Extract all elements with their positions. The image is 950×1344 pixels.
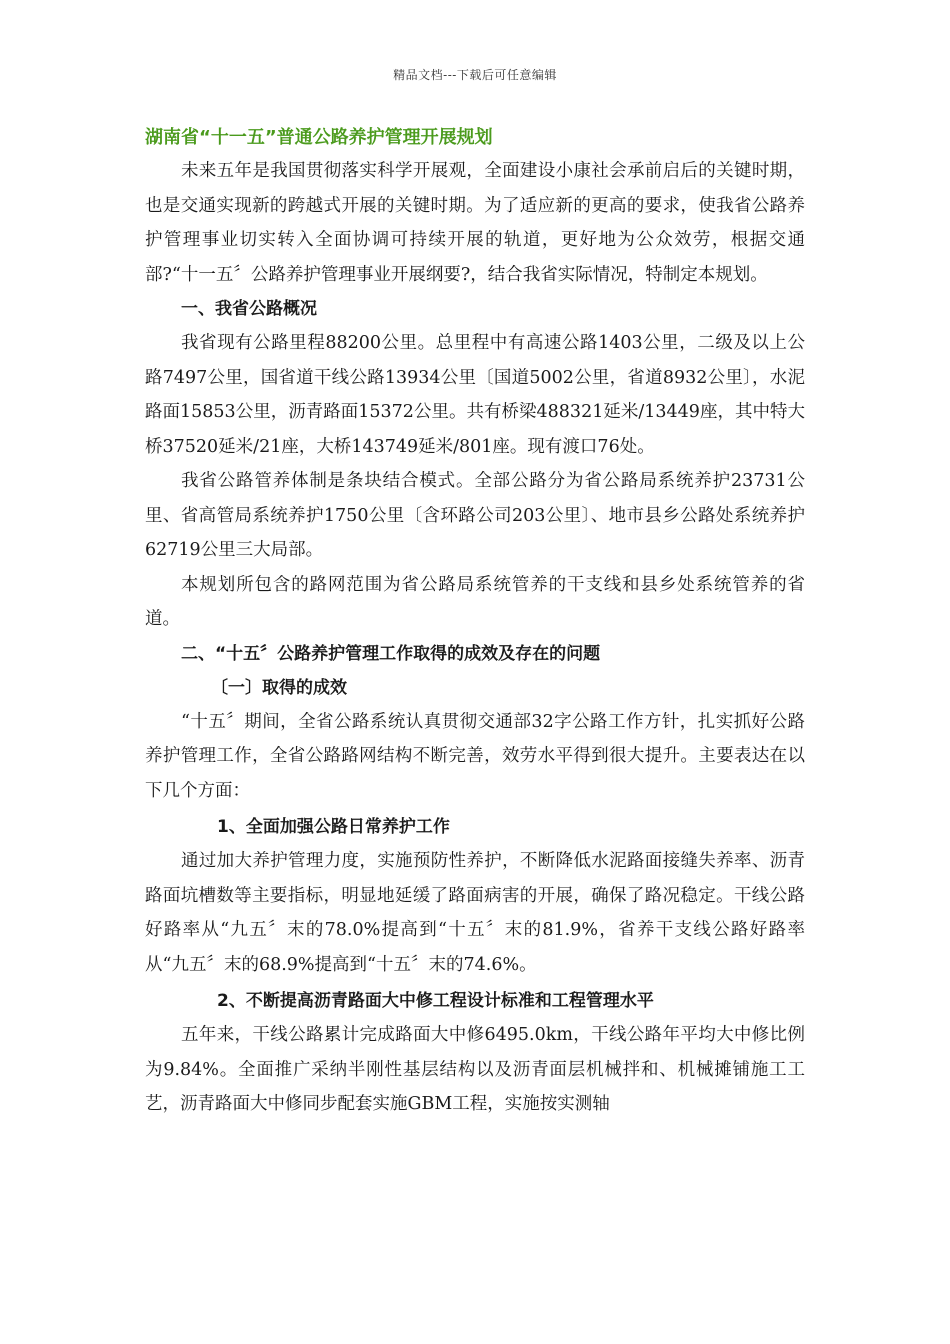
item-1-heading: 1、全面加强公路日常养护工作 — [217, 817, 450, 837]
document-body — [145, 122, 805, 1122]
item-2-heading: 2、不断提高沥青路面大中修工程设计标准和工程管理水平 — [217, 991, 654, 1011]
section-2-heading: 二、“十五〞公路养护管理工作取得的成效及存在的问题 — [181, 643, 601, 664]
section-1-paragraph-1: 我省现有公路里程88200公里。总里程中有高速公路1403公里，二级及以上公路7497公里，国省道干线公路13934公里〔国道5002公里，省道8932公里〕，水泥路面15853公里，沥青路面15372公里。共有桥梁488321延米/13449座，其中特大桥37520延米/21座，大桥143749延米/801座。现有渡口76处。 — [145, 333, 805, 457]
subsection-1-paragraph: “十五〞期间，全省公路系统认真贯彻交通部32字公路工作方针，扎实抓好公路养护管理工作，全省公路路网结构不断完善，效劳水平得到很大提升。主要表达在以下几个方面： — [145, 711, 805, 801]
section-1-paragraph-2: 我省公路管养体制是条块结合模式。全部公路分为省公路局系统养护23731公里、省高管局系统养护1750公里〔含环路公司203公里〕、地市县乡公路处系统养护62719公里三大局部。 — [145, 471, 805, 560]
intro-paragraph: 未来五年是我国贯彻落实科学开展观，全面建设小康社会承前启后的关键时期，也是交通实现新的跨越式开展的关键时期。为了适应新的更高的要求，使我省公路养护管理事业切实转入全面协调可持续开展的轨道，更好地为公众效劳，根据交通部?“十一五〞公路养护管理事业开展纲要?，结合我省实际情况，特制定本规划。 — [145, 161, 805, 285]
section-1-heading: 一、我省公路概况 — [181, 299, 317, 319]
section-1-paragraph-3: 本规划所包含的路网范围为省公路局系统管养的干支线和县乡处系统管养的省道。 — [145, 574, 805, 629]
page-header: 精品文档---下载后可任意编辑 — [393, 68, 557, 82]
item-2-paragraph: 五年来，干线公路累计完成路面大中修6495.0km，干线公路年平均大中修比例为9.84%。全面推广采纳半刚性基层结构以及沥青面层机械拌和、机械摊铺施工工艺，沥青路面大中修同步配套实施GBM工程，实施按实测轴 — [145, 1025, 805, 1114]
subsection-1-heading: 〔一〕取得的成效 — [211, 677, 347, 698]
document-title: 湖南省“十一五”普通公路养护管理开展规划 — [145, 127, 493, 148]
item-1-paragraph: 通过加大养护管理力度，实施预防性养护，不断降低水泥路面接缝失养率、沥青路面坑槽数等主要指标，明显地延缓了路面病害的开展，确保了路况稳定。干线公路好路率从“九五〞末的78.0%提高到“十五〞末的81.9%，省养干支线公路好路率从“九五〞末的68.9%提高到“十五〞末的74.6%。 — [145, 851, 805, 975]
